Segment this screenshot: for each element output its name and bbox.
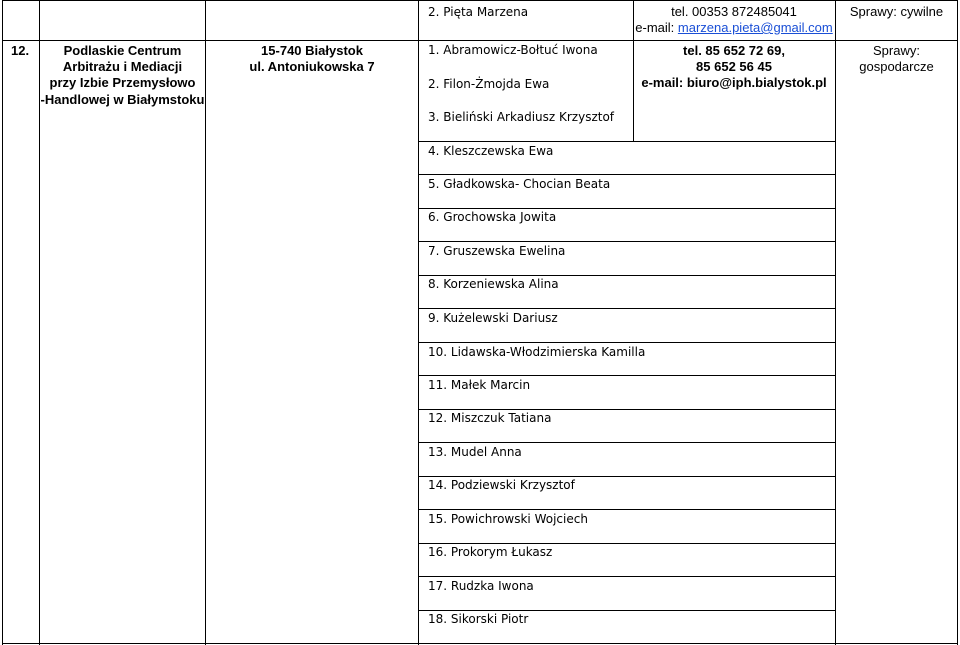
row-divider [418,342,836,343]
mediator-name: 18. Sikorski Piotr [428,612,529,626]
mediator-name: 12. Miszczuk Tatiana [428,411,552,425]
contact-line: e-mail: biuro@iph.bialystok.pl [641,75,827,90]
mediator-name: 14. Podziewski Krzysztof [428,478,575,492]
address-line: 15-740 Białystok [261,43,363,58]
email-link[interactable]: marzena.pieta@gmail.com [677,20,833,35]
mediator-name: 2. Pięta Marzena [428,5,529,19]
contact-line: 85 652 56 45 [696,59,772,74]
mediator-name: 6. Grochowska Jowita [428,210,557,224]
mediator-name: 3. Bieliński Arkadiusz Krzysztof [428,110,615,124]
mediator-name: 8. Korzeniewska Alina [428,277,559,291]
center-name-line: Arbitrażu i Mediacji [62,59,183,74]
mediator-name: 4. Kleszczewska Ewa [428,144,554,158]
mediator-name: 10. Lidawska-Włodzimierska Kamilla [428,345,646,359]
row-divider [418,141,836,142]
mediator-name: 2. Filon-Żmojda Ewa [428,77,550,91]
mediator-name: 13. Mudel Anna [428,445,522,459]
table-border-right [957,0,958,645]
case-scope: Sprawy: cywilne [849,4,944,19]
contact-line: tel. 85 652 72 69, [683,43,785,58]
mediator-name: 9. Kużelewski Dariusz [428,311,558,325]
mediator-name: 16. Prokorym Łukasz [428,545,553,559]
row-divider [418,308,836,309]
mediator-name: 5. Gładkowska- Chocian Beata [428,177,611,191]
center-name-line: Podlaskie Centrum [63,43,182,58]
email-prefix: e-mail: [635,20,678,35]
column-divider [835,0,836,645]
mediator-name: 1. Abramowicz-Bołtuć Iwona [428,43,598,57]
row-divider [418,442,836,443]
mediator-name: 15. Powichrowski Wojciech [428,512,588,526]
row-divider [418,241,836,242]
row-divider [418,174,836,175]
email-line [634,20,834,36]
address-line: ul. Antoniukowska 7 [249,59,375,74]
table-border-bottom [2,643,958,644]
case-scope-line: gospodarcze [859,59,934,74]
entry-number: 12. [11,43,30,58]
row-divider [2,40,958,41]
row-divider [418,576,836,577]
mediator-name: 17. Rudzka Iwona [428,579,534,593]
row-divider [418,375,836,376]
column-divider [205,0,206,645]
mediator-name: 11. Małek Marcin [428,378,531,392]
row-divider [418,509,836,510]
center-name-line: -Handlowej w Białymstoku [40,92,205,107]
column-divider [418,0,419,645]
table-border-top [2,0,958,1]
table-border-left [2,0,3,645]
case-scope-line: Sprawy: [873,43,920,58]
center-name-line: przy Izbie Przemysłowo [49,75,196,90]
mediator-name: 7. Gruszewska Ewelina [428,244,566,258]
phone-number: tel. 00353 872485041 [671,4,797,19]
